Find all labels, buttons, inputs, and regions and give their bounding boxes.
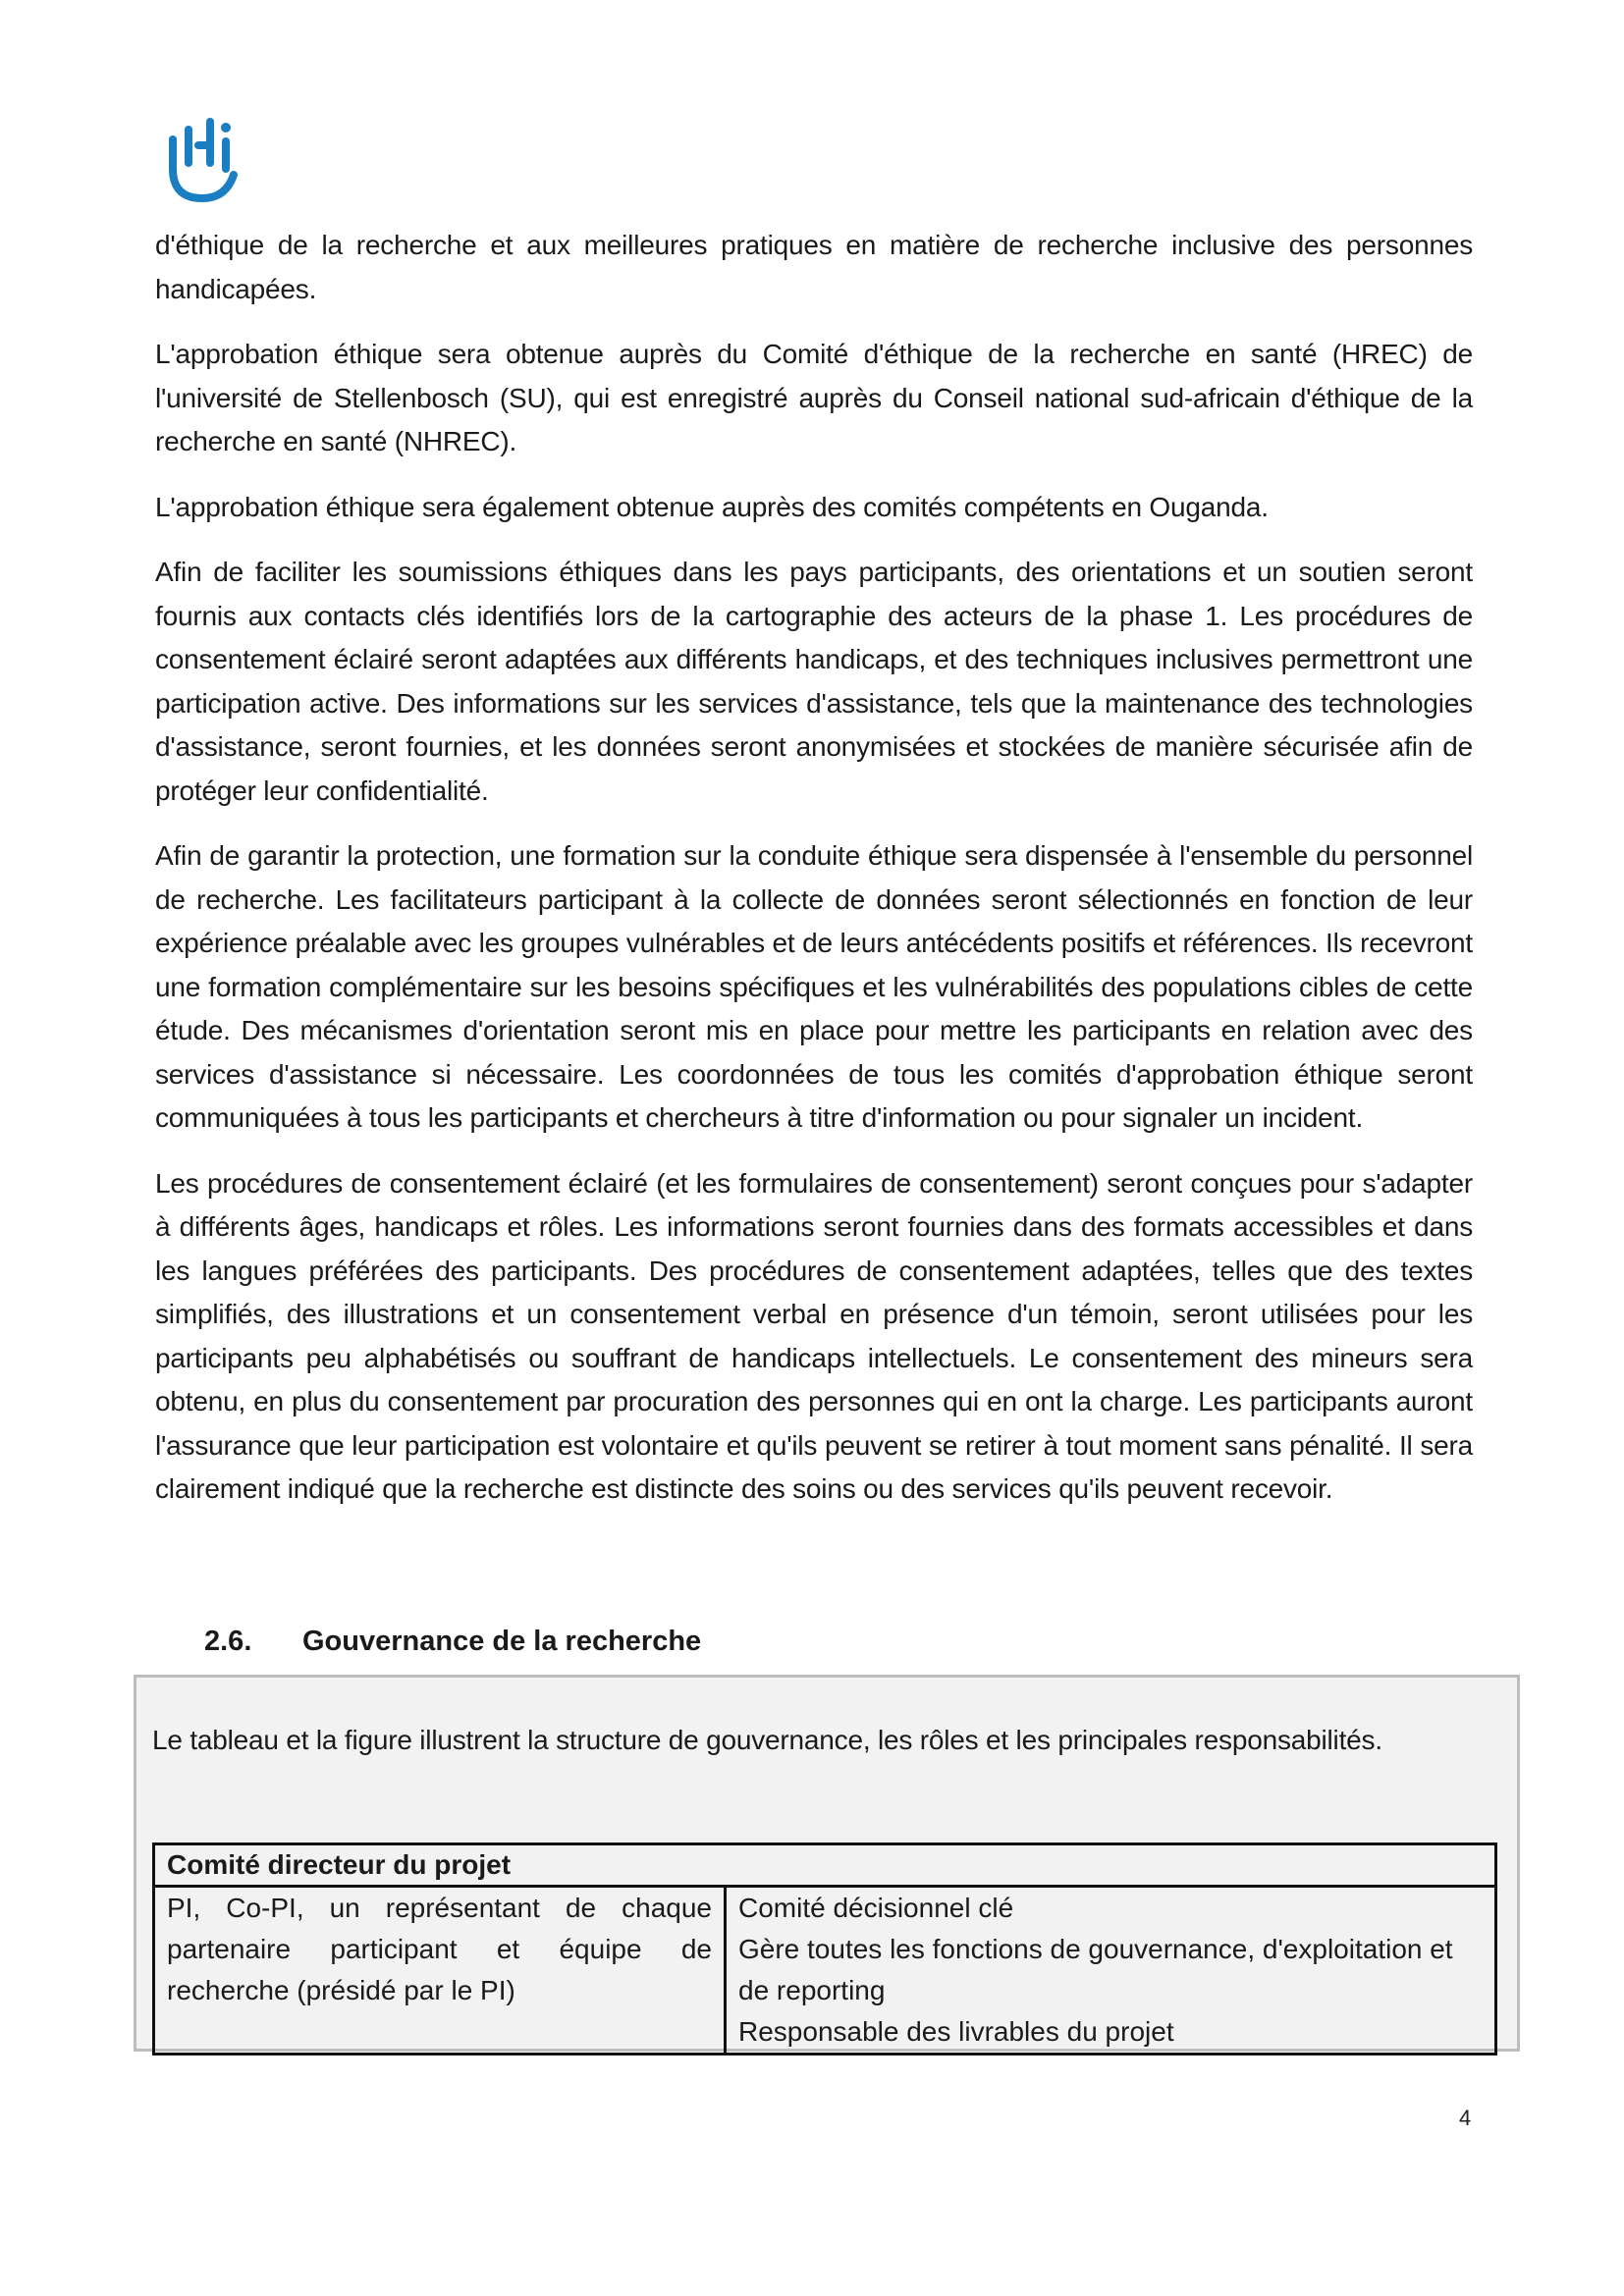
section-number: 2.6.: [204, 1626, 252, 1657]
section-title: Gouvernance de la recherche: [302, 1626, 702, 1657]
document-body: [155, 224, 1473, 1533]
table-cell-responsibilities: [726, 1887, 1496, 2055]
paragraph-protection-training: Afin de garantir la protection, une formation sur la conduite éthique sera dispensée à l'ensemble du personnel de recherche. Les facilitateurs participant à la collecte de données seront sélectionnés en fonction de leur expérience préalable avec les groupes vulnérables et de leurs antécédents positifs et références. Ils recevront une formation complémentaire sur les besoins spécifiques et les vulnérabilités des populations cibles de cette étude. Des mécanismes d'orientation seront mis en place pour mettre les participants en relation avec des services d'assistance si nécessaire. Les coordonnées de tous les comités d'approbation éthique seront communiquées à tous les participants et chercheurs à titre d'information ou pour signaler un incident.: [155, 840, 1473, 1133]
hi-hand-logo-icon: [165, 116, 244, 206]
governance-table: [152, 1842, 1497, 2056]
paragraph-uganda-approval: L'approbation éthique sera également obtenue auprès des comités compétents en Ouganda.: [155, 491, 1269, 522]
paragraph-hrec-approval: L'approbation éthique sera obtenue auprès du Comité d'éthique de la recherche en santé (HREC) de l'université de Stellenbosch (SU), qui est enregistré auprès du Conseil national sud-africain d'éthique de la recherche en santé (NHREC).: [155, 339, 1473, 456]
paragraph-informed-consent: Les procédures de consentement éclairé (et les formulaires de consentement) seront conçues pour s'adapter à différents âges, handicaps et rôles. Les informations seront fournies dans des formats accessibles et dans les langues préférées des participants. Des procédures de consentement adaptées, telles que des textes simplifiés, des illustrations et un consentement verbal en présence d'un témoin, seront utilisées pour les participants peu alphabétisés ou souffrant de handicaps intellectuels. Le consentement des mineurs sera obtenu, en plus du consentement par procuration des personnes qui en ont la charge. Les participants auront l'assurance que leur participation est volontaire et qu'ils peuvent se retirer à tout moment sans pénalité. Il sera clairement indiqué que la recherche est distincte des soins ou des services qu'ils peuvent recevoir.: [155, 1167, 1473, 1504]
table-row: [154, 1887, 1496, 2055]
page-number: 4: [1459, 2106, 1472, 2130]
responsibility-item: Gère toutes les fonctions de gouvernance, d'exploitation et de reporting: [738, 1934, 1453, 2005]
governance-intro: Le tableau et la figure illustrent la structure de gouvernance, les rôles et les principales responsabilités.: [152, 1725, 1382, 1755]
section-heading: [204, 1626, 701, 1658]
responsibility-item: Responsable des livrables du projet: [738, 2016, 1174, 2047]
responsibility-item: Comité décisionnel clé: [738, 1893, 1014, 1923]
paragraph-ethics-submissions: Afin de faciliter les soumissions éthiques dans les pays participants, des orientations et un soutien seront fournis aux contacts clés identifiés lors de la cartographie des acteurs de la phase 1. Les procédures de consentement éclairé seront adaptées aux différents handicaps, et des techniques inclusives permettront une participation active. Des informations sur les services d'assistance, tels que la maintenance des technologies d'assistance, seront fournies, et les données seront anonymisées et stockées de manière sécurisée afin de protéger leur confidentialité.: [155, 557, 1473, 806]
paragraph-research-ethics: d'éthique de la recherche et aux meilleures pratiques en matière de recherche inclusive des personnes handicapées.: [155, 230, 1473, 304]
table-header-steering-committee: Comité directeur du projet: [154, 1844, 1496, 1887]
governance-box: [134, 1675, 1520, 2052]
table-cell-members: PI, Co-PI, un représentant de chaque partenaire participant et équipe de recherche (présidé par le PI): [154, 1887, 726, 2055]
